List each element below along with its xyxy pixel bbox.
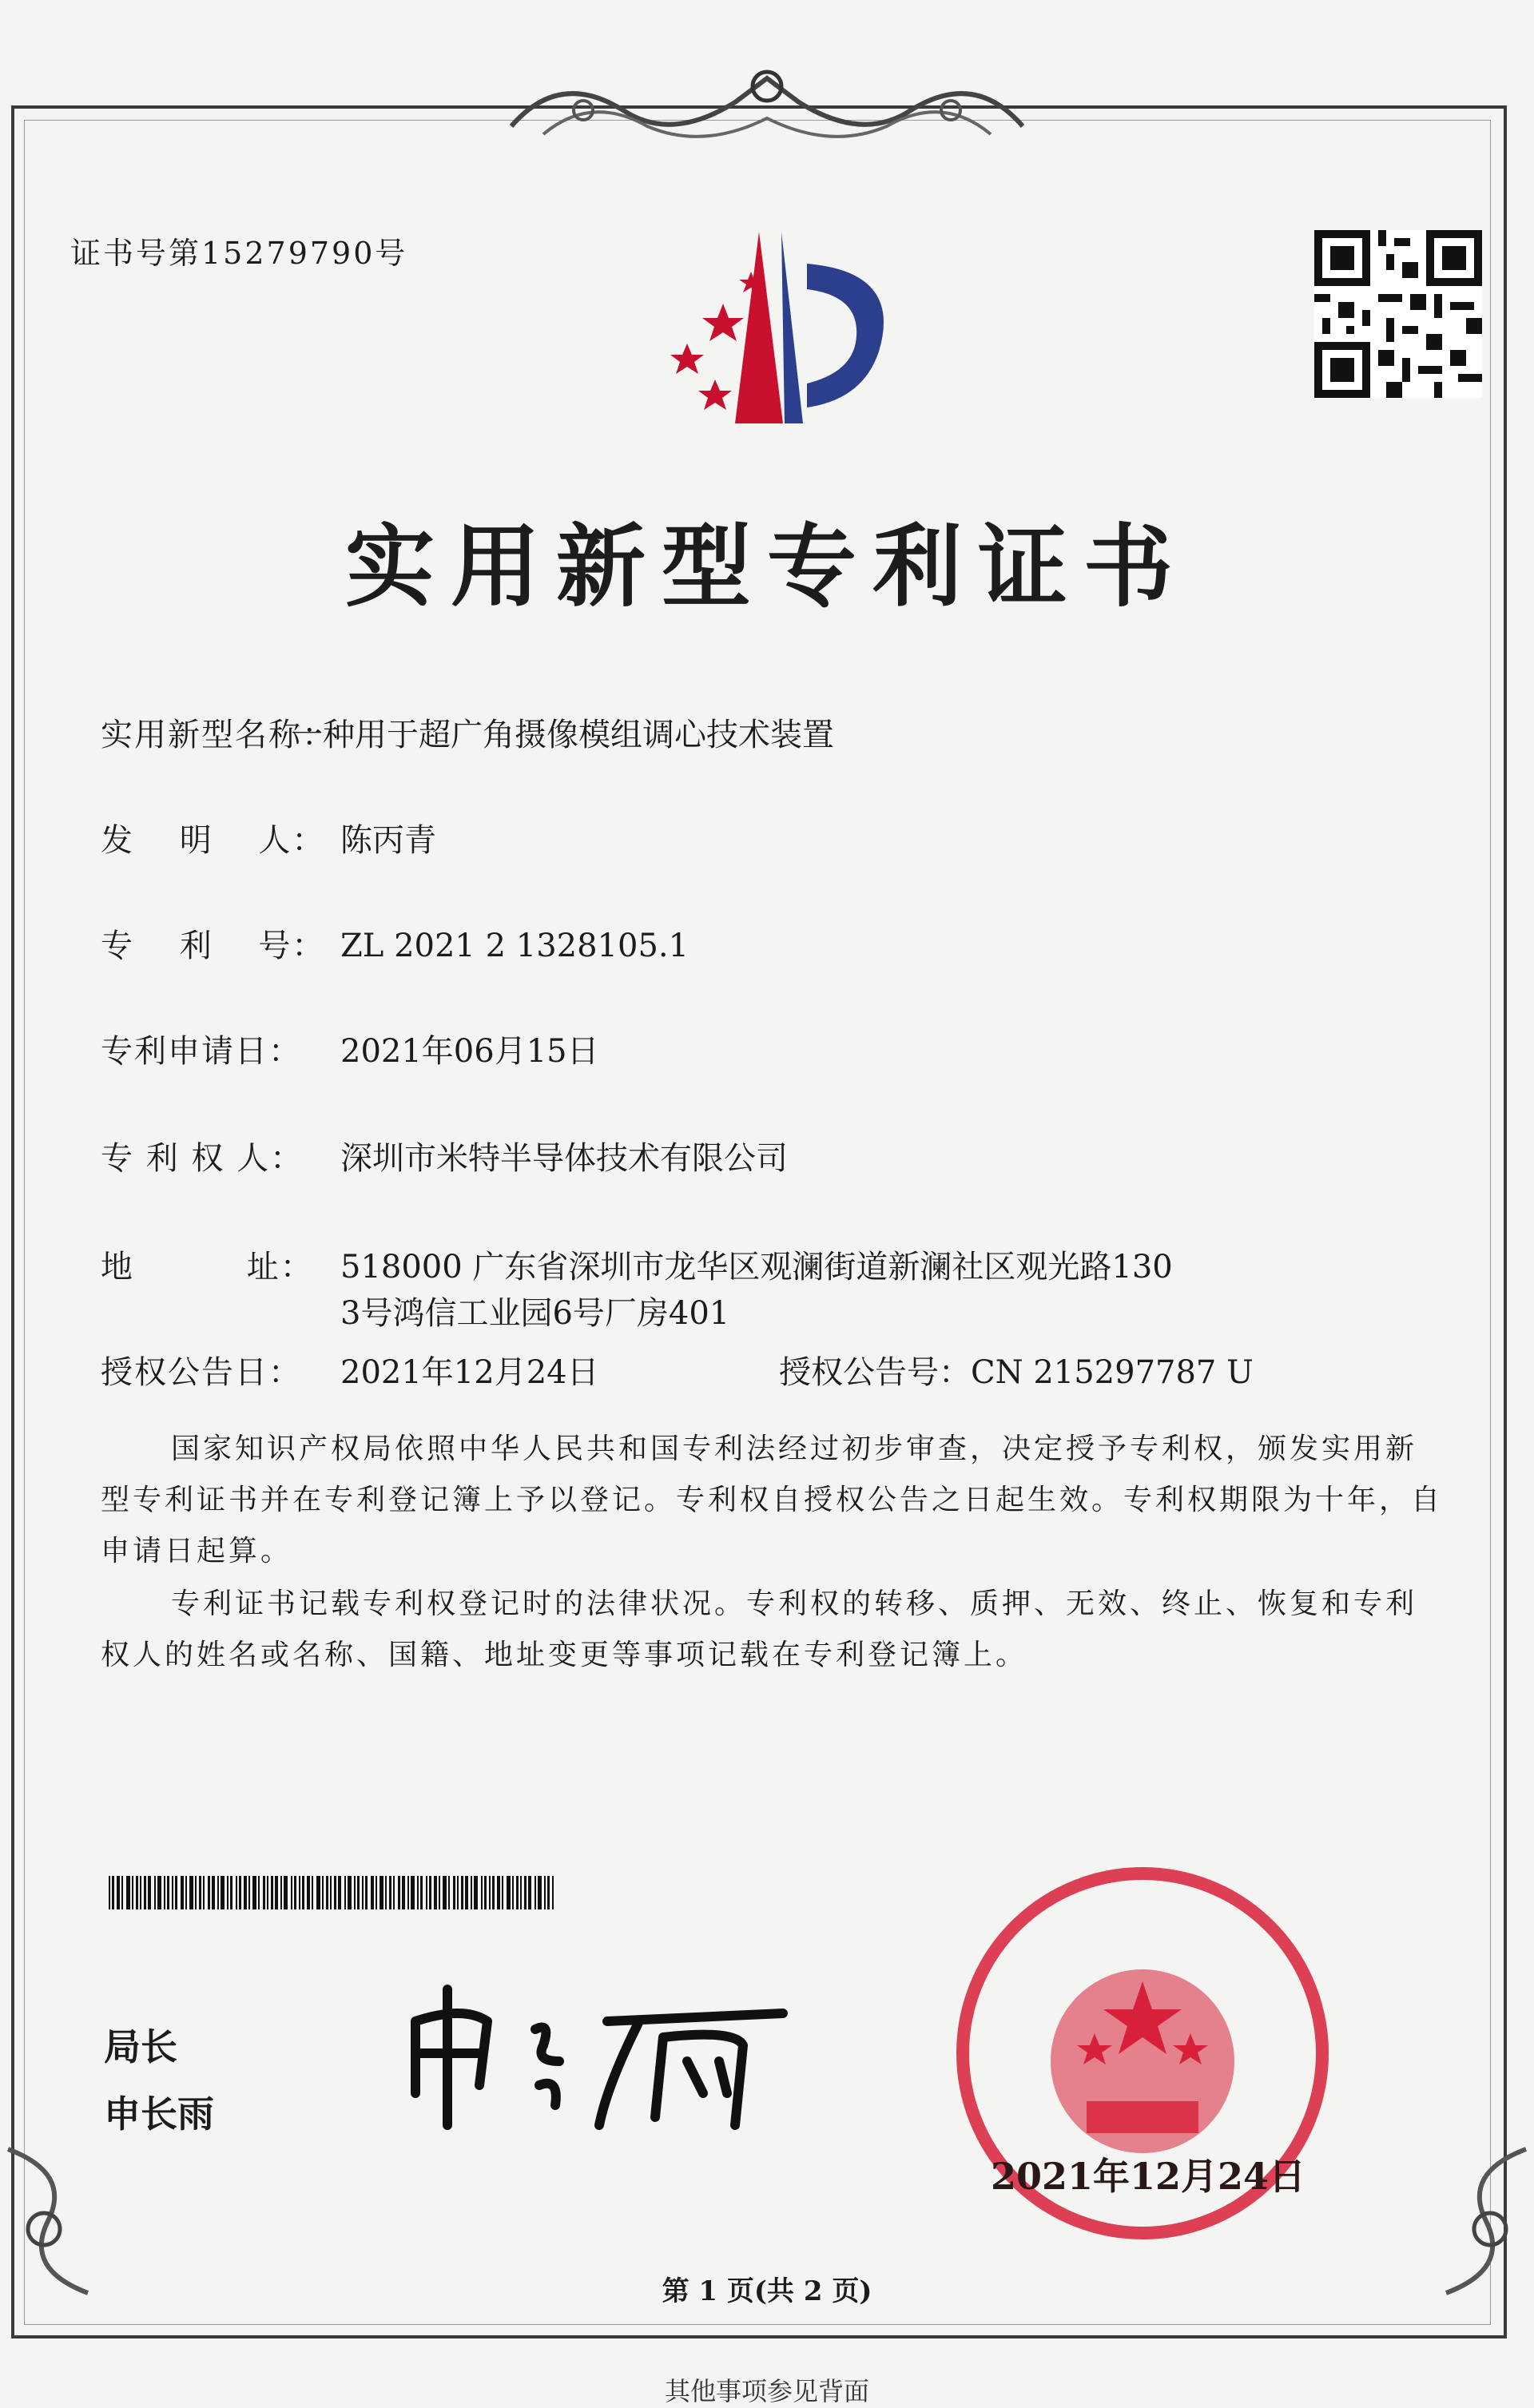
seal-date: 2021年12月24日 (991, 2155, 1306, 2198)
certificate-number: 证书号第15279790号 (70, 236, 408, 271)
field-value: 2021年12月24日 (340, 1354, 599, 1391)
director-block (104, 2013, 214, 2148)
field-value-line1: 518000 广东省深圳市龙华区观澜街道新澜社区观光路130 (340, 1249, 1173, 1285)
director-title: 局长 (104, 2025, 177, 2068)
field-label: 授权公告号： (779, 1354, 971, 1391)
field-inventor (101, 815, 436, 860)
field-patent-number (101, 920, 689, 966)
field-value: 2021年06月15日 (340, 1033, 599, 1070)
field-value: CN 215297787 U (971, 1354, 1254, 1391)
field-label: 发 明 人： (101, 822, 326, 859)
field-value: 深圳市米特半导体技术有限公司 (340, 1140, 788, 1177)
top-ornament (495, 54, 1039, 158)
legal-paragraph-1: 国家知识产权局依照中华人民共和国专利法经过初步审查，决定授予专利权，颁发实用新型专利证书并在专利登记簿上予以登记。专利权自授权公告之日起生效。专利权期限为十年，自申请日起算。 (101, 1432, 1444, 1568)
field-label: 授权公告日： (101, 1354, 302, 1391)
field-label: 地 址： (101, 1249, 314, 1285)
page-number: 第 1 页(共 2 页) (662, 2275, 872, 2307)
field-label: 实用新型名称： (101, 717, 336, 753)
patent-office-emblem (639, 224, 911, 431)
director-signature (399, 1973, 799, 2133)
field-utility-model-name (101, 709, 834, 755)
field-patentee (101, 1133, 788, 1178)
back-note: 其他事项参见背面 (664, 2376, 869, 2406)
certificate-title: 实用新型专利证书 (345, 515, 1189, 619)
field-filing-date (101, 1026, 599, 1071)
director-name: 申长雨 (104, 2092, 214, 2136)
field-value: ZL 2021 2 1328105.1 (340, 928, 690, 964)
field-label: 专利申请日： (101, 1033, 302, 1070)
qr-code (1314, 230, 1482, 398)
field-address (101, 1242, 1173, 1287)
barcode (109, 1876, 556, 1909)
field-grant-date (101, 1347, 599, 1393)
field-value: 陈丙青 (340, 822, 436, 859)
field-label: 专 利 权 人： (101, 1140, 304, 1177)
field-grant-number (779, 1347, 1254, 1393)
field-value: 一种用于超广角摄像模组调心技术装置 (291, 717, 834, 753)
legal-paragraph-2: 专利证书记载专利权登记时的法律状况。专利权的转移、质押、无效、终止、恢复和专利权人的姓名或名称、国籍、地址变更等事项记载在专利登记簿上。 (101, 1587, 1418, 1671)
field-address-line2: 3号鸿信工业园6号厂房401 (340, 1295, 730, 1332)
field-label: 专 利 号： (101, 928, 326, 964)
